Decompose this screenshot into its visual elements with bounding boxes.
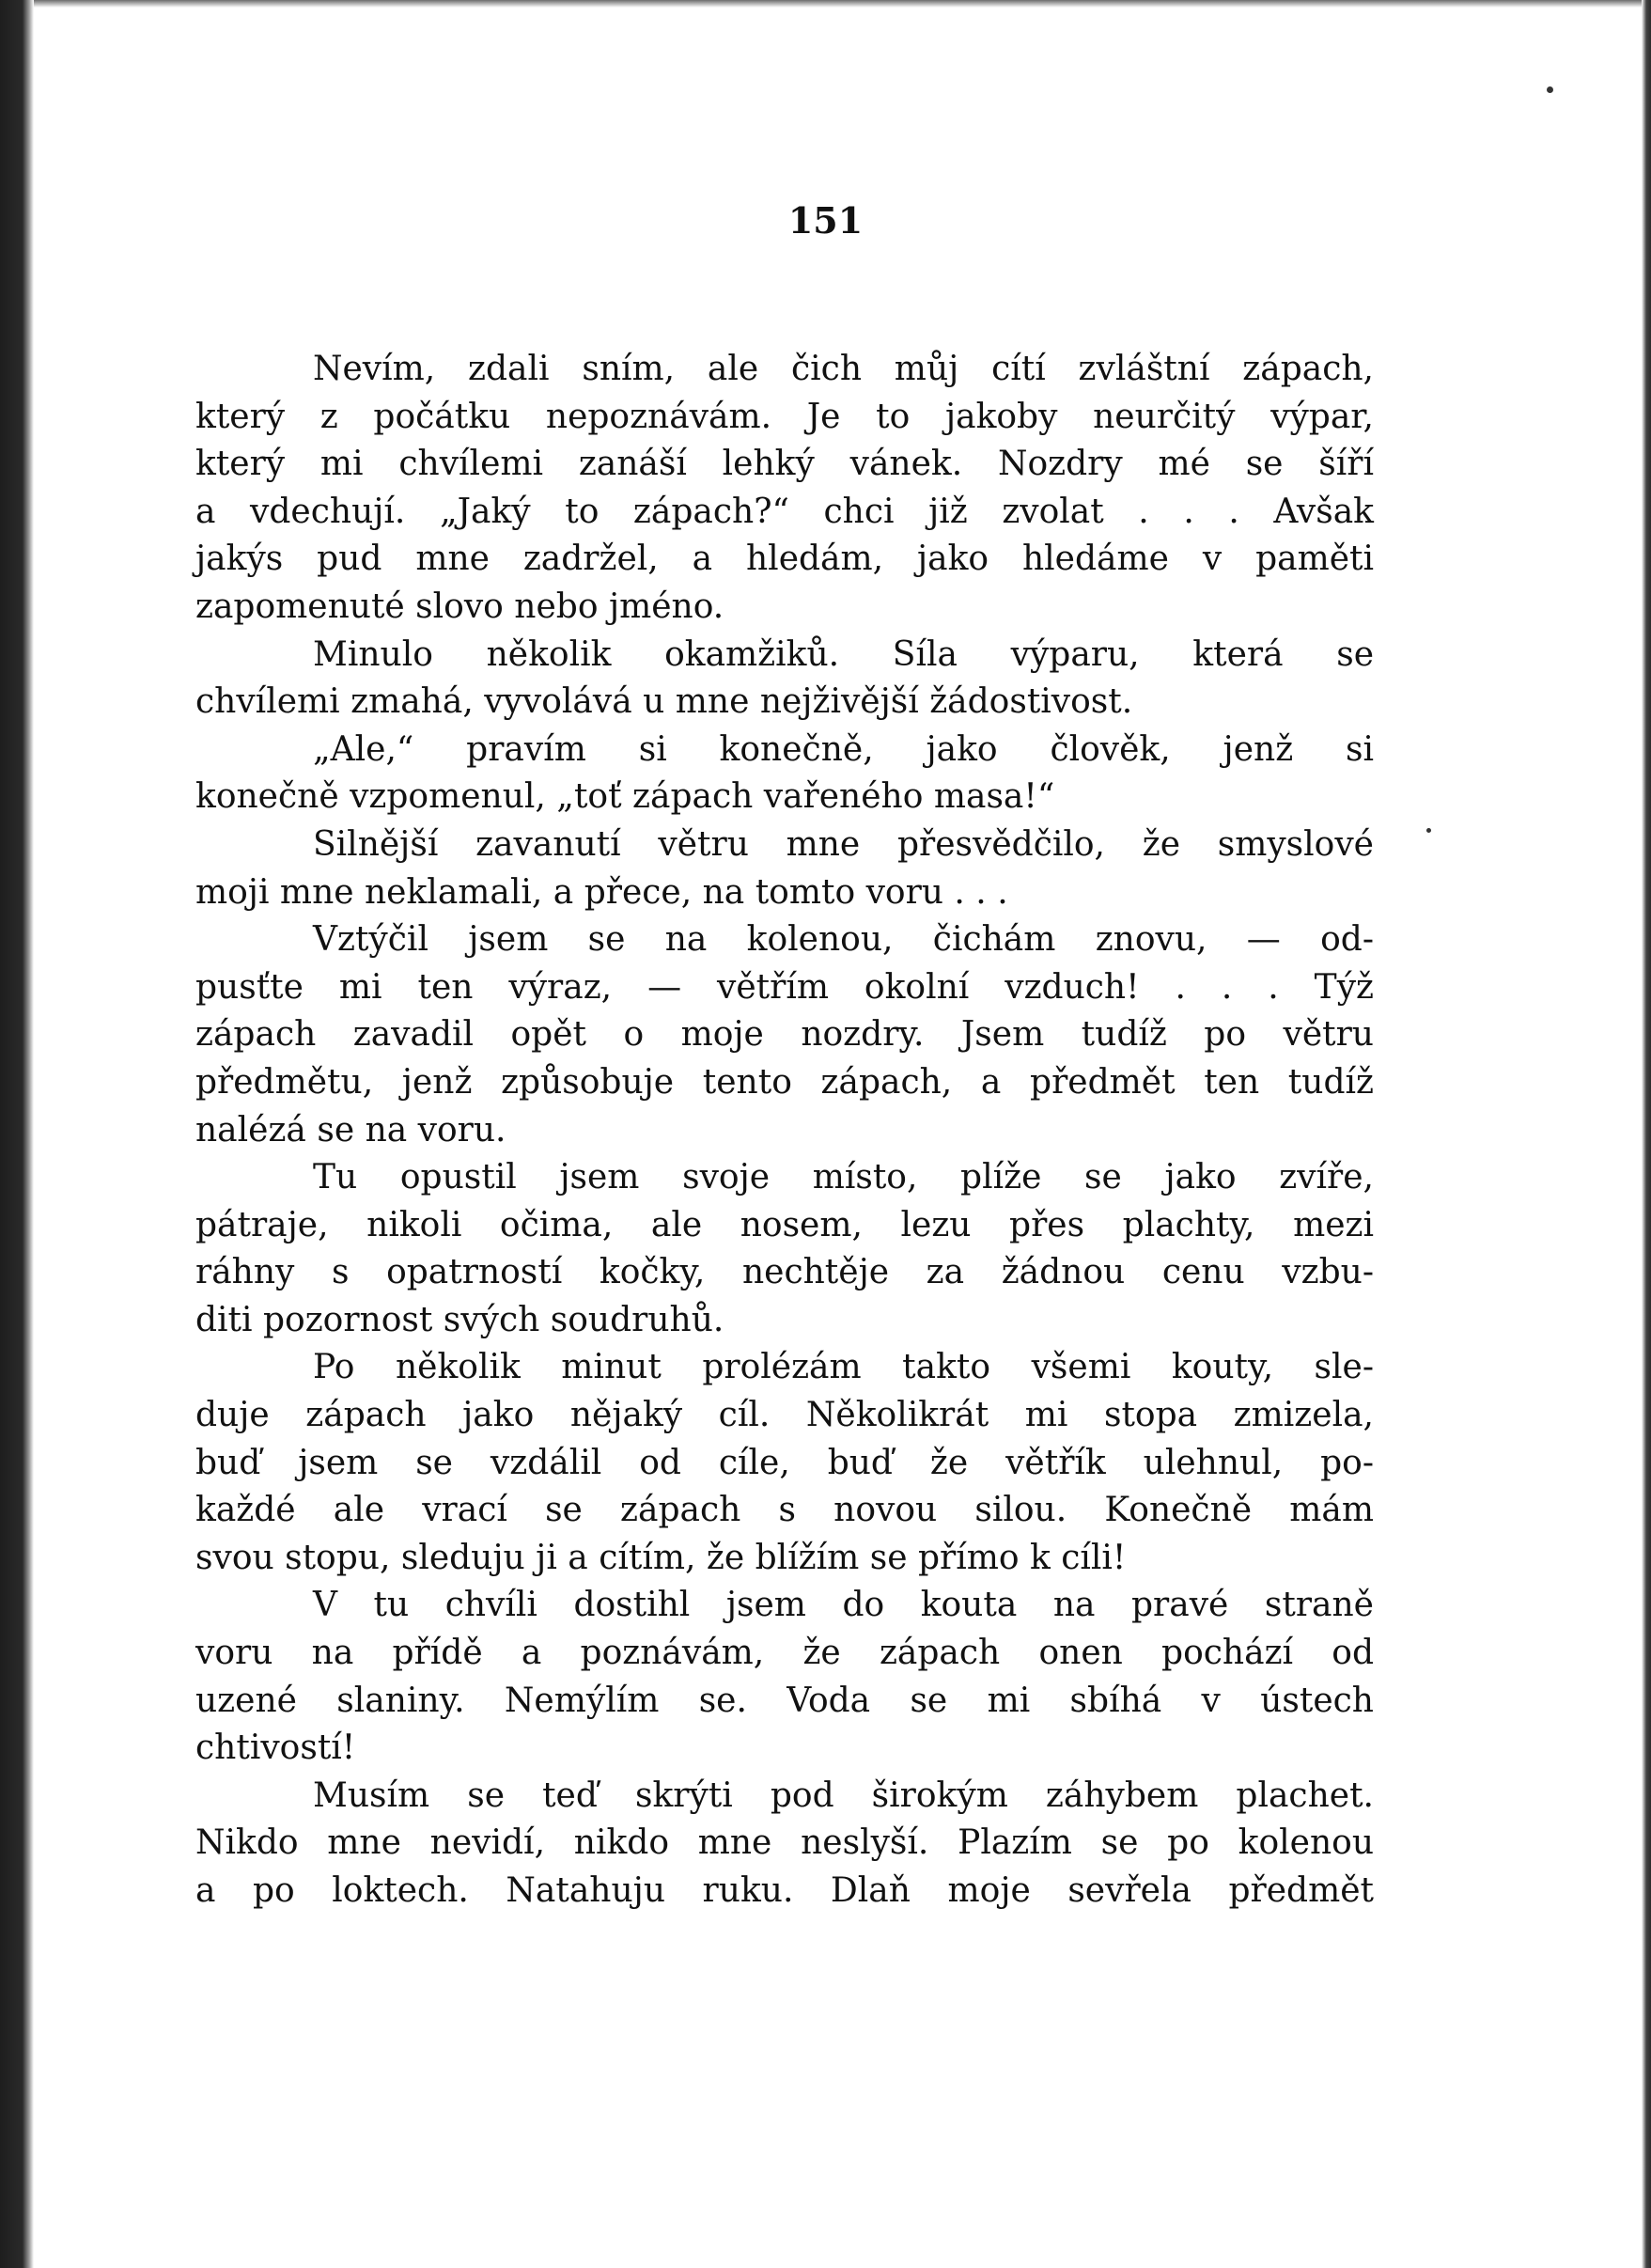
text-line: Vztýčil jsem se na kolenou, čichám znovu, — od- bbox=[313, 920, 1374, 960]
scan-right-edge bbox=[1642, 0, 1651, 2268]
text-line: chtivostí! bbox=[195, 1728, 356, 1768]
text-line: jakýs pud mne zadržel, a hledám, jako hledáme v paměti bbox=[195, 540, 1374, 579]
text-line: svou stopu, sleduju ji a cítím, že blížím se přímo k cíli! bbox=[195, 1538, 1127, 1577]
text-line: duje zápach jako nějaký cíl. Několikrát mi stopa zmizela, bbox=[195, 1396, 1374, 1435]
text-line: konečně vzpomenul, „toť zápach vařeného masa!“ bbox=[195, 777, 1055, 817]
text-line: který z počátku nepoznávám. Je to jakoby neurčitý výpar, bbox=[195, 397, 1374, 436]
text-line: pátraje, nikoli očima, ale nosem, lezu přes plachty, mezi bbox=[195, 1205, 1374, 1244]
text-line: Musím se teď skrýti pod širokým záhybem plachet. bbox=[313, 1775, 1374, 1815]
scan-speck bbox=[1426, 828, 1431, 833]
paragraph bbox=[195, 727, 1374, 821]
paragraph bbox=[195, 346, 1374, 632]
text-line: Silnější zavanutí větru mne přesvědčilo, že smyslové bbox=[313, 824, 1374, 864]
text-line: ráhny s opatrností kočky, nechtěje za žádnou cenu vzbu- bbox=[195, 1253, 1374, 1292]
text-line: „Ale,“ pravím si konečně, jako člověk, jenž si bbox=[313, 729, 1374, 769]
body-text bbox=[195, 346, 1374, 1916]
paragraph bbox=[195, 1344, 1374, 1582]
paragraph bbox=[195, 821, 1374, 916]
scan-speck bbox=[1547, 86, 1553, 93]
text-line: Nevím, zdali sním, ale čich můj cítí zvláštní zápach, bbox=[313, 350, 1374, 388]
text-line: pusťte mi ten výraz, — větřím okolní vzduch! . . . Týž bbox=[195, 967, 1374, 1007]
text-line: chvílemi zmahá, vyvolává u mne nejživější žádostivost. bbox=[195, 682, 1133, 722]
paragraph bbox=[195, 1582, 1374, 1772]
paragraph bbox=[195, 1773, 1374, 1916]
text-line: Nikdo mne nevidí, nikdo mne neslyší. Plazím se po kolenou bbox=[195, 1823, 1374, 1863]
text-line: buď jsem se vzdálil od cíle, buď že větřík ulehnul, po- bbox=[195, 1443, 1374, 1482]
text-line: který mi chvílemi zanáší lehký vánek. Nozdry mé se šíří bbox=[195, 445, 1374, 484]
scan-top-edge bbox=[28, 0, 1651, 8]
text-line: V tu chvíli dostihl jsem do kouta na pravé straně bbox=[313, 1586, 1374, 1625]
text-line: diti pozornost svých soudruhů. bbox=[195, 1300, 724, 1339]
text-line: nalézá se na voru. bbox=[195, 1110, 506, 1150]
text-line: Tu opustil jsem svoje místo, plíže se jako zvíře, bbox=[313, 1158, 1374, 1197]
paragraph bbox=[195, 916, 1374, 1154]
page-number: 151 bbox=[787, 199, 864, 242]
text-line: uzené slaniny. Nemýlím se. Voda se mi sbíhá v ústech bbox=[195, 1681, 1374, 1720]
text-line: předmětu, jenž způsobuje tento zápach, a předmět ten tudíž bbox=[195, 1062, 1374, 1102]
text-line: a po loktech. Natahuju ruku. Dlaň moje sevřela předmět bbox=[195, 1871, 1374, 1910]
text-line: každé ale vrací se zápach s novou silou. Konečně mám bbox=[195, 1491, 1374, 1530]
paragraph bbox=[195, 1154, 1374, 1344]
text-line: zápach zavadil opět o moje nozdry. Jsem tudíž po větru bbox=[195, 1015, 1374, 1055]
scan-left-edge bbox=[0, 0, 34, 2268]
text-line: moji mne neklamali, a přece, na tomto voru . . . bbox=[195, 872, 1008, 912]
text-line: a vdechují. „Jaký to zápach?“ chci již zvolat . . . Avšak bbox=[195, 492, 1374, 531]
paragraph bbox=[195, 632, 1374, 727]
text-line: Minulo několik okamžiků. Síla výparu, která se bbox=[313, 634, 1374, 674]
text-line: zapomenuté slovo nebo jméno. bbox=[195, 587, 724, 626]
text-line: voru na přídě a poznávám, že zápach onen pochází od bbox=[195, 1634, 1374, 1673]
text-line: Po několik minut prolézám takto všemi kouty, sle- bbox=[313, 1348, 1374, 1387]
